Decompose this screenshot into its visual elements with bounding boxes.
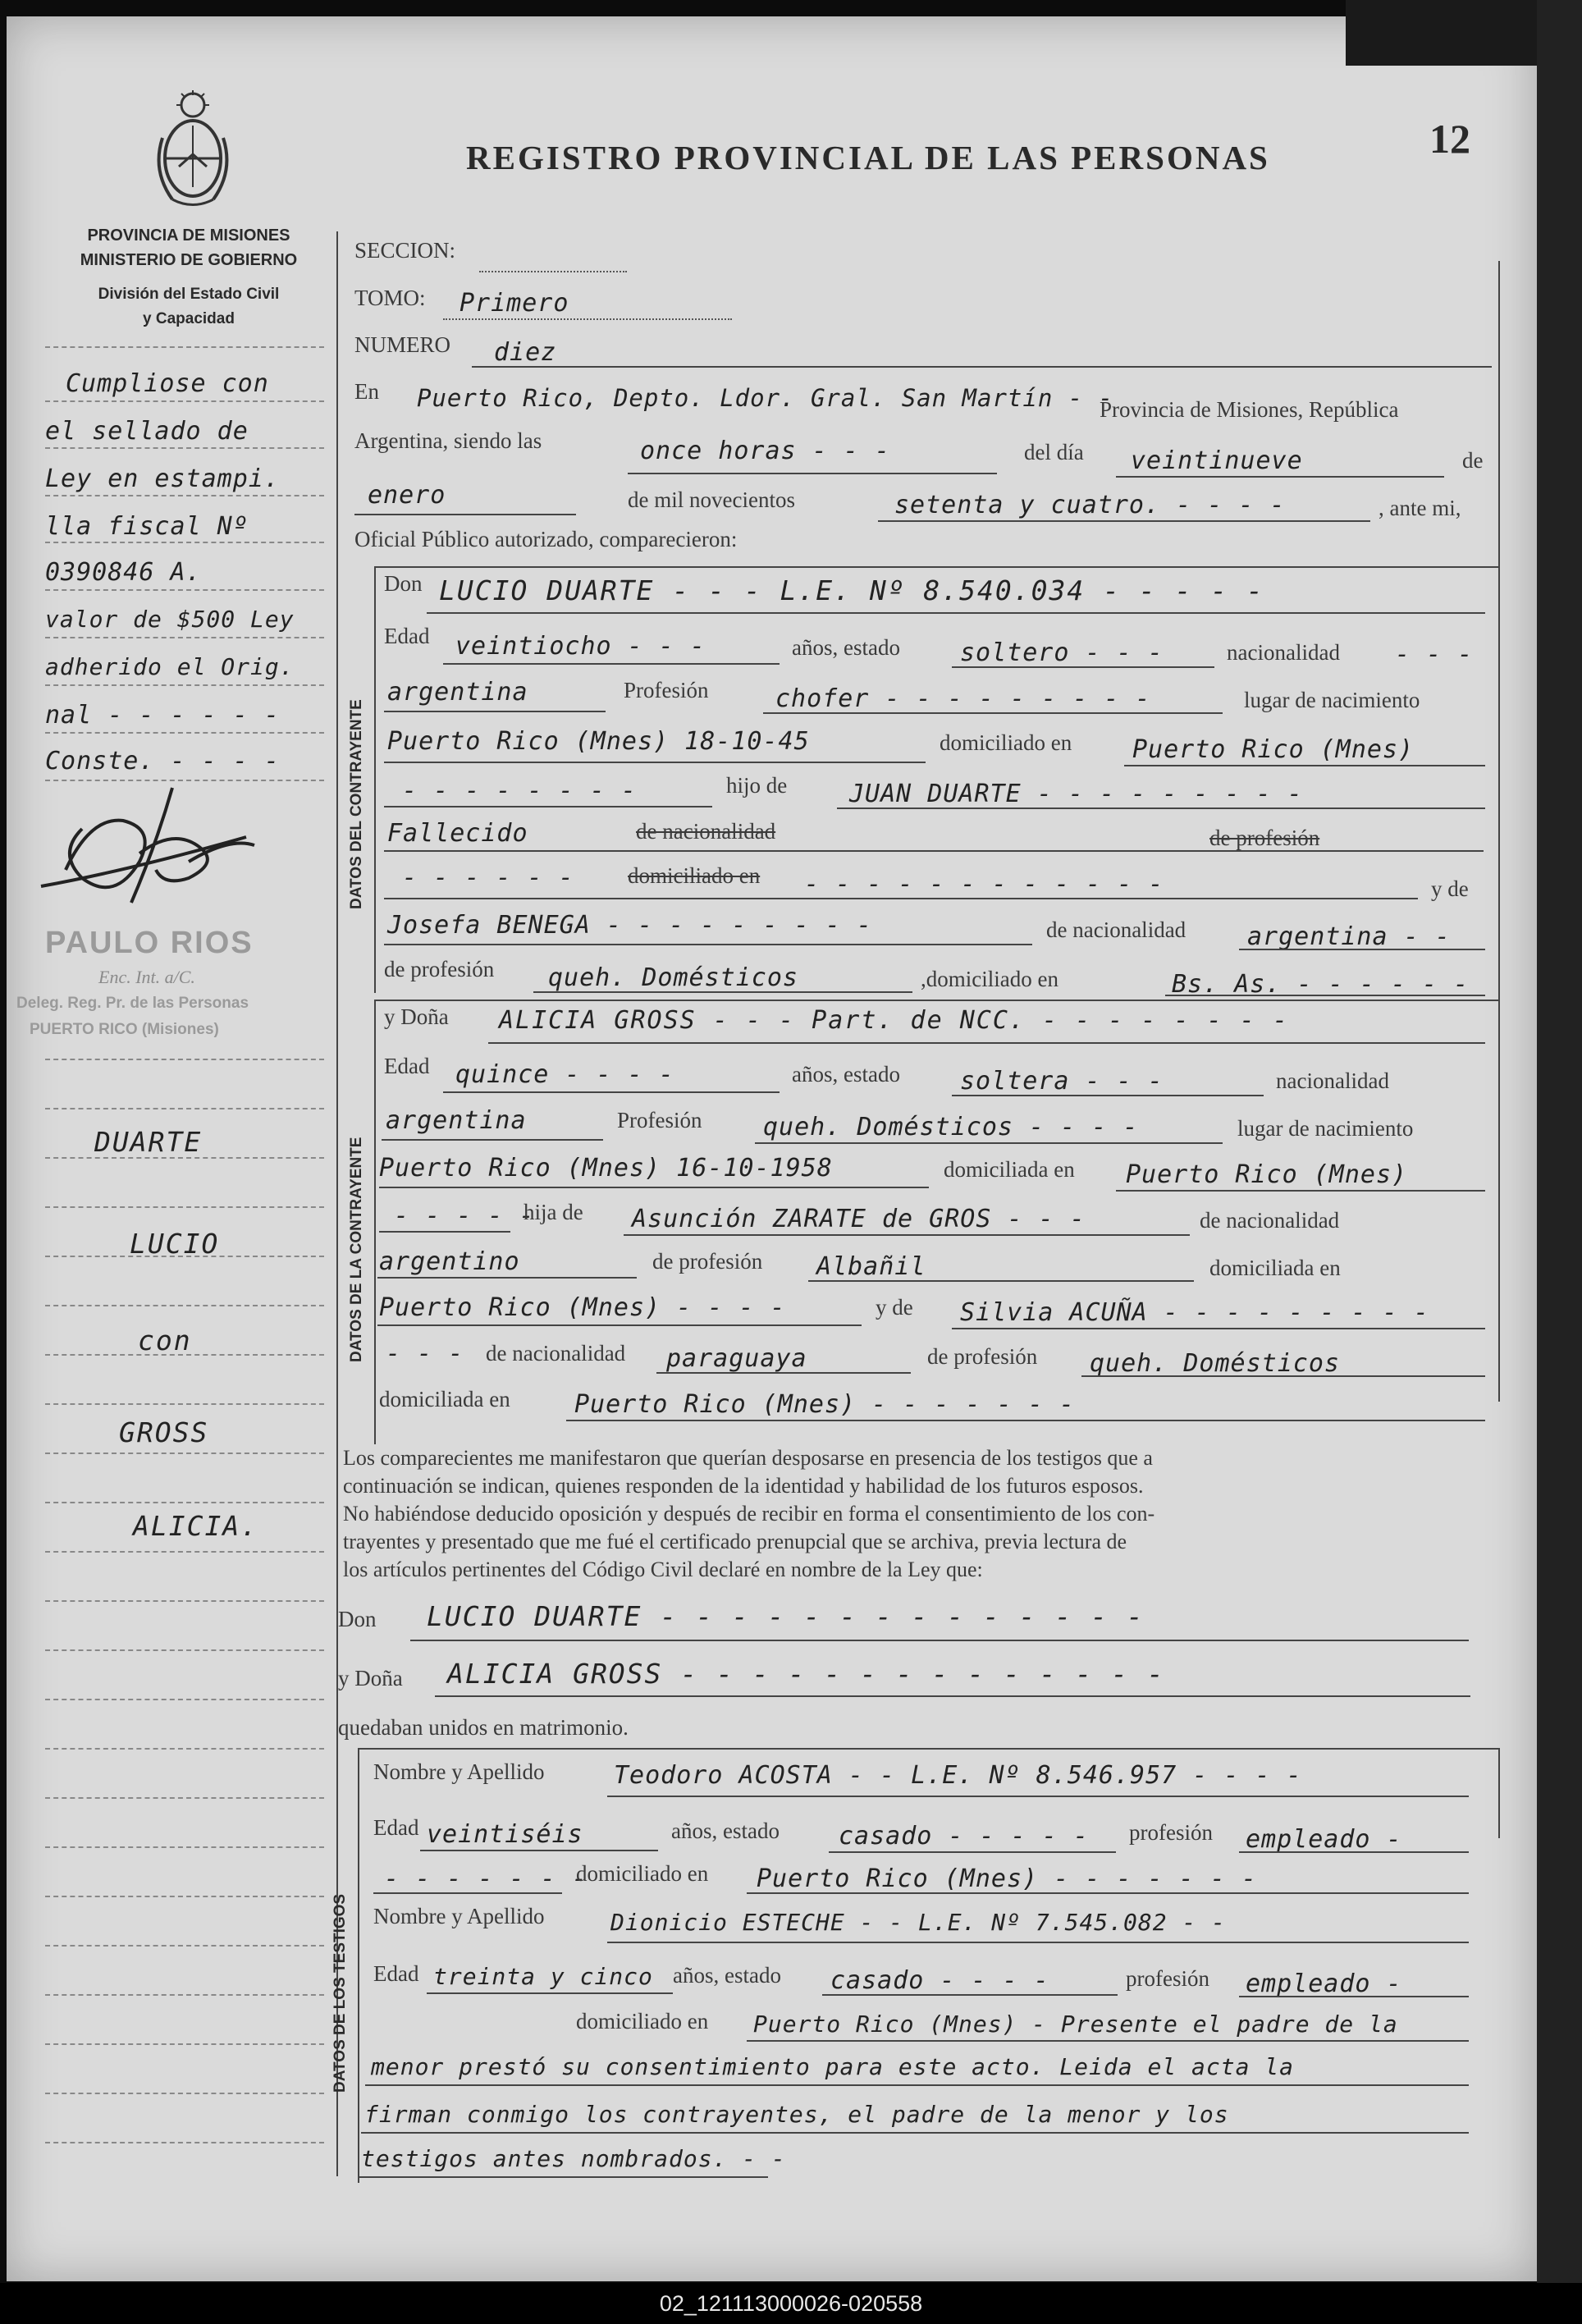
numero-value: diez (494, 338, 557, 367)
hijo-label: hijo de (726, 773, 788, 798)
stamp-office: Deleg. Reg. Pr. de las Personas (16, 995, 249, 1012)
margin-note-line: el sellado de (45, 417, 249, 446)
estado1-line (829, 1851, 1116, 1853)
dash-value: - - - - - - - - (402, 776, 637, 805)
lugar-line-2 (379, 1187, 929, 1188)
margin-note-line: valor de $500 Ley (45, 606, 295, 633)
hijo-line (384, 806, 712, 807)
right-border-rule (1498, 261, 1500, 1402)
nombre1-line (607, 1796, 1469, 1797)
edad-label: Edad (384, 624, 430, 648)
anio-line (878, 520, 1370, 522)
margin-note-line: adherido el Orig. (45, 653, 295, 680)
nacionalidad-label: nacionalidad (1227, 640, 1340, 665)
declaracion-line: trayentes y presentado que me fué el certificado prenupcial que se archiva, previa lectura de (343, 1530, 1127, 1553)
dom2-line (747, 2040, 1469, 2042)
dom1-value: Puerto Rico (Mnes) - - - - - - - (757, 1864, 1257, 1893)
madre-dom-line (1165, 995, 1485, 996)
hija-line (379, 1231, 510, 1233)
padre-value: JUAN DUARTE - - - - - - - - - (849, 780, 1303, 808)
margin-rule (45, 1403, 324, 1405)
padre-nac-2-line (377, 1277, 637, 1279)
estado-label-2: años, estado (792, 1062, 900, 1087)
margin-name-given-2: ALICIA. (133, 1510, 259, 1542)
madre-nac-label: de nacionalidad (1046, 917, 1186, 942)
profesion1-line (1239, 1851, 1469, 1853)
hora-value: once horas - - - (640, 437, 890, 465)
y-de-label: y de (1431, 876, 1469, 901)
profesion-value-2: queh. Domésticos - - - - (763, 1113, 1139, 1141)
dom2-label: domiciliado en (576, 2009, 709, 2034)
dash-value-2: - - - - - (394, 1201, 535, 1230)
padre-line-2 (624, 1234, 1190, 1236)
estado1-label: años, estado (671, 1818, 780, 1843)
declaracion-don-line (410, 1640, 1469, 1641)
de-text: de (1462, 448, 1484, 473)
madre-nac-line (1239, 949, 1485, 950)
de-nac-struck: de nacionalidad (636, 819, 776, 844)
madre-value-2: Silvia ACUÑA - - - - - - - - - (960, 1298, 1429, 1327)
coat-of-arms-emblem (148, 89, 238, 212)
domiciliado-value: Puerto Rico (Mnes) (1132, 735, 1415, 764)
profesion-label-2: Profesión (617, 1108, 702, 1132)
margin-rule (45, 589, 324, 591)
estado2-line (822, 1994, 1118, 1996)
madre-dom-label-2: domiciliada en (379, 1387, 510, 1411)
madre-dom-line-2 (566, 1420, 1485, 1421)
observacion-line: menor prestó su consentimiento para este acto. Leida el acta la (371, 2053, 1295, 2080)
argentina-text: Argentina, siendo las (354, 428, 542, 453)
fallecido-line (384, 850, 1484, 852)
profesion2-label: profesión (1126, 1966, 1209, 1991)
margin-name-surname: DUARTE (94, 1126, 203, 1158)
observacion-line: firman conmigo los contrayentes, el padre de la menor y los (364, 2101, 1229, 2128)
side-label-contrayente: DATOS DEL CONTRAYENTE (348, 699, 365, 909)
margin-note-line: nal - - - - - - (45, 701, 280, 730)
profesion2-value: empleado - (1246, 1969, 1402, 1998)
madre-nac-label-2: de nacionalidad (486, 1341, 626, 1366)
stamp-name: PAULO RIOS (45, 926, 254, 960)
nombre2-line (607, 1942, 1469, 1943)
en-label: En (354, 379, 379, 404)
margin-rule (45, 1206, 324, 1208)
madre-line (384, 944, 1032, 945)
don-line (427, 612, 1485, 614)
side-label-testigos: DATOS DE LOS TESTIGOS (331, 1893, 349, 2093)
declaracion-line: los artículos pertinentes del Código Civil declaré en nombre de la Ley que: (343, 1558, 983, 1581)
don-label: Don (384, 571, 423, 596)
left-header-ministry: MINISTERIO DE GOBIERNO (80, 251, 298, 269)
dona-value: ALICIA GROSS - - - Part. de NCC. - - - - - - - - (499, 1006, 1289, 1035)
madre-value: Josefa BENEGA - - - - - - - - - (387, 911, 872, 940)
margin-name-surname-2: GROSS (119, 1416, 209, 1448)
contrayente-2-frame-left (374, 1000, 376, 1444)
domiciliada-value: Puerto Rico (Mnes) (1126, 1160, 1408, 1189)
scan-footer (0, 2283, 1582, 2324)
nacionalidad-2-value: argentina (387, 678, 528, 707)
margin-rule (45, 732, 324, 734)
madre-dom-label: ,domiciliado en (921, 967, 1058, 991)
lugar-value-2: Puerto Rico (Mnes) 16-10-1958 (379, 1154, 833, 1183)
estado-line-2 (952, 1095, 1264, 1096)
madre-prof-value: queh. Domésticos (548, 963, 798, 992)
declaracion-line: continuación se indican, quienes responden de la identidad y habilidad de los futuros esposos. (343, 1474, 1144, 1498)
contrayente-frame-top (374, 566, 1498, 568)
estado2-label: años, estado (673, 1963, 781, 1988)
madre-prof-value-2: queh. Domésticos (1090, 1349, 1340, 1378)
margin-rule (45, 1748, 324, 1750)
profesion-value: chofer - - - - - - - - - (775, 684, 1151, 713)
edad-label-2: Edad (384, 1054, 430, 1078)
lugar-value: Puerto Rico (Mnes) 18-10-45 (387, 727, 810, 756)
estado-label: años, estado (792, 635, 900, 660)
margin-rule (45, 2043, 324, 2045)
margin-rule (45, 2093, 324, 2094)
estado-line (952, 666, 1214, 668)
nacionalidad-2-value-2: argentina (386, 1106, 527, 1135)
seccion-label: SECCION: (354, 238, 456, 263)
observacion-rule (361, 2132, 1469, 2134)
margin-vertical-rule (336, 231, 338, 2176)
hija-label: hija de (524, 1200, 583, 1224)
domiciliado-line (1124, 765, 1485, 766)
numero-line (472, 366, 1492, 368)
edad-line-2 (443, 1091, 780, 1093)
edad2-line (427, 1992, 673, 1994)
declaracion-don-value: LUCIO DUARTE - - - - - - - - - - - - - - (427, 1600, 1145, 1632)
mes-line (354, 514, 576, 515)
mes-value: enero (368, 481, 446, 510)
margin-rule (45, 400, 324, 402)
testigos-frame-top (358, 1748, 1498, 1750)
binding-shadow (1537, 0, 1582, 2324)
contrayente-frame-left (374, 566, 376, 993)
signature-scribble (33, 780, 279, 936)
margin-rule (45, 1059, 324, 1060)
margin-rule (45, 1649, 324, 1651)
dash2-value: - - - - - - (402, 863, 574, 892)
madre-nac-value-2: paraguaya (666, 1344, 807, 1373)
margin-note-line: 0390846 A. (45, 558, 202, 587)
contrayente-2-frame-top (374, 1000, 1498, 1001)
margin-rule (45, 1797, 324, 1799)
left-header-division: División del Estado Civil (98, 286, 280, 303)
margin-rule (45, 346, 324, 348)
hora-line (628, 473, 997, 474)
madre-nac-line-2 (656, 1372, 911, 1374)
padre-dom-line (377, 1324, 862, 1326)
dash1-value: - - - - - - - (384, 1864, 588, 1893)
dona-label: y Doña (384, 1004, 449, 1029)
margin-name-connector: con (138, 1324, 192, 1356)
edad-line (443, 663, 780, 665)
testigos-frame-right (1498, 1748, 1500, 1838)
lugar-line (384, 762, 926, 763)
margin-rule (45, 1994, 324, 1996)
domiciliado-label: domiciliado en (940, 730, 1072, 755)
edad2-value: treinta y cinco (433, 1963, 653, 1990)
estado1-value: casado - - - - - (839, 1822, 1089, 1851)
declaracion-dona-line (435, 1695, 1470, 1697)
margin-rule (45, 1502, 324, 1503)
madre-dom-value-2: Puerto Rico (Mnes) - - - - - - - (574, 1390, 1075, 1419)
nombre2-value: Dionicio ESTECHE - - L.E. Nº 7.545.082 - - (610, 1909, 1227, 1936)
declaracion-line: Los comparecientes me manifestaron que querían desposarse en presencia de los testigos que a (343, 1446, 1153, 1470)
edad-value: veintiocho - - - (455, 632, 706, 661)
fallecido-value: Fallecido (387, 819, 528, 848)
profesion-label: Profesión (624, 678, 709, 702)
footer-id: 02_121113000026-020558 (659, 2291, 923, 2316)
margin-rule (45, 1452, 324, 1454)
novecientos-text: de mil novecientos (628, 487, 795, 512)
declaracion-dona-label: y Doña (338, 1666, 403, 1690)
y-de-label-2: y de (876, 1295, 913, 1320)
nombre2-label: Nombre y Apellido (373, 1904, 545, 1928)
margin-rule (45, 1551, 324, 1553)
padre-dom-value: Puerto Rico (Mnes) - - - - (379, 1293, 786, 1322)
madre-prof-label-2: de profesión (927, 1344, 1038, 1369)
madre-line-2 (952, 1328, 1485, 1329)
edad1-line (420, 1850, 658, 1851)
stamp-role: Enc. Int. a/C. (98, 967, 195, 987)
nacionalidad-2-line (384, 711, 606, 712)
margin-rule (45, 1896, 324, 1897)
dom1-line (747, 1892, 1469, 1894)
dash1-line (373, 1892, 562, 1894)
unidos-text: quedaban unidos en matrimonio. (338, 1715, 629, 1740)
madre-nac-value: argentina - - (1247, 922, 1451, 951)
testigos-frame-left (358, 1748, 359, 2183)
margin-note-line: Cumpliose con (66, 369, 269, 398)
lugar-label: lugar de nacimiento (1244, 688, 1420, 712)
tomo-label: TOMO: (354, 286, 426, 310)
padre-dom-label: domiciliada en (1209, 1256, 1341, 1280)
ante-mi-text: , ante mi, (1379, 496, 1461, 520)
domiciliada-line (1116, 1190, 1485, 1192)
dash3-value: - - - - - - - - - - - - (804, 870, 1164, 899)
margin-rule (45, 1108, 324, 1109)
nombre1-label: Nombre y Apellido (373, 1759, 545, 1784)
margin-rule (45, 1945, 324, 1947)
dash2-value-2: - - - (386, 1339, 464, 1368)
madre-dom-value: Bs. As. - - - - - - (1172, 970, 1470, 999)
padre-nac-label: de nacionalidad (1200, 1208, 1340, 1233)
margin-rule (45, 1846, 324, 1848)
margin-rule (45, 495, 324, 496)
observacion-rule (358, 2176, 768, 2178)
declaracion-dona-value: ALICIA GROSS - - - - - - - - - - - - - - (447, 1658, 1165, 1690)
profesion2-line (1239, 1996, 1469, 1997)
padre-line (837, 807, 1485, 809)
tomo-line (443, 318, 732, 320)
lugar-label-2: lugar de nacimiento (1237, 1116, 1414, 1141)
edad2-label: Edad (373, 1961, 419, 1986)
margin-rule (45, 447, 324, 449)
page-number: 12 (1429, 116, 1470, 162)
dia-value: veintinueve (1131, 446, 1303, 475)
declaracion-don-label: Don (338, 1607, 377, 1631)
madre-prof-label: de profesión (384, 957, 495, 981)
tomo-value: Primero (460, 289, 569, 318)
domiciliado-struck: domiciliado en (628, 863, 761, 888)
seccion-line (479, 271, 627, 272)
observacion-rule (365, 2084, 1469, 2086)
profesion-line (763, 712, 1223, 714)
en-value: Puerto Rico, Depto. Ldor. Gral. San Martín - - (417, 384, 1114, 412)
padre-prof-label: de profesión (652, 1249, 763, 1274)
edad1-label: Edad (373, 1815, 419, 1840)
margin-rule (45, 2142, 324, 2143)
document-title: REGISTRO PROVINCIAL DE LAS PERSONAS (466, 139, 1270, 176)
edad1-value: veintiséis (427, 1820, 583, 1849)
profesion1-value: empleado - (1246, 1825, 1402, 1854)
margin-rule (45, 1600, 324, 1602)
dona-line (488, 1042, 1485, 1044)
nombre1-value: Teodoro ACOSTA - - L.E. Nº 8.546.957 - - - - (614, 1761, 1302, 1790)
dia-line (1116, 476, 1444, 478)
margin-rule (45, 684, 324, 686)
margin-note-line: Ley en estampi. (45, 464, 280, 493)
profesion-line-2 (755, 1142, 1223, 1144)
estado-value-2: soltera - - - (960, 1067, 1164, 1096)
declaracion-line: No habiéndose deducido oposición y después de recibir en forma el consentimiento de los con- (343, 1502, 1155, 1526)
don-value: LUCIO DUARTE - - - L.E. Nº 8.540.034 - - - - - (439, 574, 1264, 606)
nacionalidad-2-line-2 (382, 1139, 603, 1141)
margin-name-given: LUCIO (130, 1228, 220, 1260)
del-dia-text: del día (1024, 440, 1084, 464)
estado2-value: casado - - - - (830, 1966, 1049, 1995)
domiciliada-label: domiciliada en (944, 1157, 1075, 1182)
padre-nac-2-value: argentino (379, 1247, 520, 1276)
observacion-line: testigos antes nombrados. - - (361, 2145, 786, 2172)
margin-rule (45, 637, 324, 638)
margin-rule (45, 1699, 324, 1700)
madre-prof-line-2 (1081, 1375, 1485, 1377)
margin-rule (45, 542, 324, 543)
side-label-contrayente-2: DATOS DE LA CONTRAYENTE (348, 1137, 365, 1362)
madre-prof-line (533, 991, 912, 993)
edad-value-2: quince - - - - (455, 1060, 674, 1089)
left-header-capacity: y Capacidad (143, 310, 235, 327)
dom1-label: domiciliado en (576, 1861, 709, 1886)
margin-note-line: Conste. - - - - (45, 747, 280, 775)
provincia-text: Provincia de Misiones, República (1100, 397, 1399, 422)
padre-value-2: Asunción ZARATE de GROS - - - (632, 1205, 1086, 1233)
padre-prof-value: Albañil (816, 1252, 926, 1281)
oficial-text: Oficial Público autorizado, comparecieron: (354, 527, 738, 551)
numero-label: NUMERO (354, 332, 451, 357)
domiciliado-struck-line (384, 898, 1418, 899)
stamp-place: PUERTO RICO (Misiones) (30, 1021, 219, 1038)
estado-value: soltero - - - (960, 638, 1164, 667)
nacionalidad-value: - - - (1395, 640, 1474, 669)
margin-note-line: lla fiscal Nº (45, 512, 249, 541)
left-header-province: PROVINCIA DE MISIONES (87, 226, 290, 245)
profesion1-label: profesión (1129, 1820, 1213, 1845)
anio-value: setenta y cuatro. - - - - (894, 491, 1286, 519)
de-prof-struck: de profesión (1209, 826, 1320, 850)
nacionalidad-label-2: nacionalidad (1276, 1068, 1389, 1093)
margin-rule (45, 1305, 324, 1306)
padre-prof-line (808, 1280, 1194, 1282)
dom2-value: Puerto Rico (Mnes) - Presente el padre de la (753, 2011, 1398, 2038)
